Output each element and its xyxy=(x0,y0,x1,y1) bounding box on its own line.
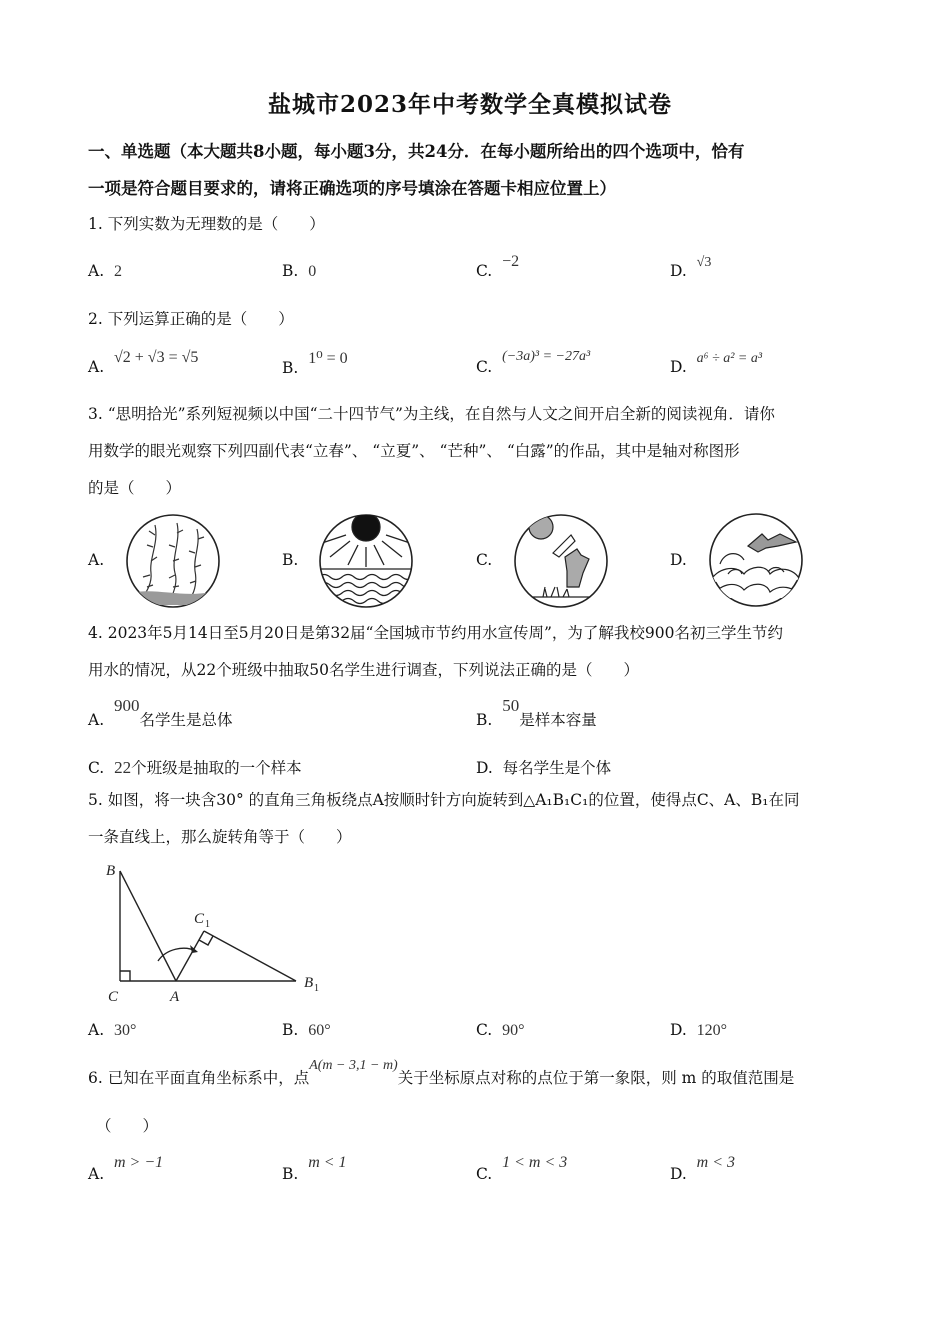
q3-option-d-label[interactable]: D. xyxy=(670,551,687,569)
q5-stem-line2: 一条直线上，那么旋转角等于（ ） xyxy=(88,828,352,846)
white-dew-bird-icon[interactable] xyxy=(708,512,804,608)
option-value: 1⁰ = 0 xyxy=(308,350,348,367)
q6-option-a[interactable] xyxy=(88,1154,164,1184)
option-label: D. xyxy=(670,358,687,376)
q3-stem-line3: 的是（ ） xyxy=(88,479,182,497)
q6-option-c[interactable] xyxy=(476,1154,568,1184)
q4-option-c[interactable] xyxy=(88,756,302,778)
option-label: C. xyxy=(476,1165,493,1183)
segment-ac1 xyxy=(176,931,204,981)
option-label: D. xyxy=(476,759,493,777)
q4-option-d[interactable] xyxy=(476,756,611,778)
arrow-head xyxy=(190,945,198,953)
q2-option-d[interactable] xyxy=(670,351,763,377)
option-value: 1 < m < 3 xyxy=(502,1154,568,1171)
q1-option-b[interactable] xyxy=(282,262,316,281)
option-label: D. xyxy=(670,262,687,280)
q6-option-d[interactable] xyxy=(670,1154,736,1184)
option-value: a⁶ ÷ a² = a³ xyxy=(696,351,763,366)
label-c: C xyxy=(108,989,119,1005)
q5-option-d[interactable] xyxy=(670,1021,727,1040)
q3-option-a-label[interactable]: A. xyxy=(88,551,105,569)
q4-stem-line1: 4. 2023年5月14日至5月20日是第32届“全国城市节约用水宣传周”，为了解我校900名初三学生节约 xyxy=(88,624,783,642)
option-value: 0 xyxy=(308,263,317,280)
label-a: A xyxy=(170,989,180,1005)
segment-ba xyxy=(120,871,176,981)
label-b1: B xyxy=(304,975,314,991)
label-c1: C xyxy=(194,911,205,927)
label-b1-sub: 1 xyxy=(314,983,319,994)
option-label: B. xyxy=(282,359,299,377)
grain-in-ear-icon[interactable] xyxy=(513,513,609,609)
q3-option-c-label[interactable]: C. xyxy=(476,551,493,569)
q6-stem-after: 关于坐标原点对称的点位于第一象限，则 m 的取值范围是 xyxy=(397,1069,795,1087)
q5-stem-line1: 5. 如图，将一块含30° 的直角三角板绕点A按顺时针方向旋转到△A₁B₁C₁的位置，使得点C、A、B₁在同 xyxy=(88,791,800,809)
q1-option-d[interactable] xyxy=(670,255,712,281)
summer-sun-waves-icon[interactable] xyxy=(318,513,414,609)
q2-option-b[interactable] xyxy=(282,350,348,378)
option-label: C. xyxy=(476,1021,493,1039)
option-value: m < 1 xyxy=(308,1154,347,1171)
option-value: 90° xyxy=(502,1022,525,1039)
q5-option-b[interactable] xyxy=(282,1021,331,1040)
q3-option-b-label[interactable]: B. xyxy=(282,551,299,569)
q1-option-c[interactable] xyxy=(476,253,520,281)
option-value: 2 xyxy=(113,263,122,280)
option-value: 60° xyxy=(308,1022,331,1039)
label-b: B xyxy=(106,863,116,879)
option-label: C. xyxy=(88,759,105,777)
option-label: D. xyxy=(670,1165,687,1183)
option-label: C. xyxy=(476,358,493,376)
option-value: −2 xyxy=(502,253,520,270)
rotation-triangle-figure xyxy=(100,855,340,1005)
option-label: D. xyxy=(670,1021,687,1039)
option-value: 120° xyxy=(696,1022,728,1039)
q1-option-a[interactable] xyxy=(88,262,122,281)
option-label: B. xyxy=(476,711,493,729)
q2-stem: 2. 下列运算正确的是（ ） xyxy=(88,310,294,328)
section-header-line2: 一项是符合题目要求的，请将正确选项的序号填涂在答题卡相应位置上） xyxy=(88,179,616,198)
q4-option-b[interactable] xyxy=(476,696,597,730)
right-angle-c xyxy=(120,971,130,981)
option-text: 名学生是总体 xyxy=(139,711,233,729)
q4-stem-line2: 用水的情况，从22个班级中抽取50名学生进行调查，下列说法正确的是（ ） xyxy=(88,661,639,679)
q6-stem-line1 xyxy=(88,1060,794,1098)
option-value: √3 xyxy=(696,255,712,270)
q1-stem: 1. 下列实数为无理数的是（ ） xyxy=(88,215,325,233)
q4-option-a[interactable] xyxy=(88,696,233,730)
option-value: m > −1 xyxy=(113,1154,164,1171)
option-value: 30° xyxy=(113,1022,137,1039)
option-number: 900 xyxy=(113,696,140,715)
q3-stem-line1: 3. “思明拾光”系列短视频以中国“二十四节气”为主线，在自然与人文之间开启全新的阅读视角．请你 xyxy=(88,405,775,423)
q2-option-c[interactable] xyxy=(476,349,591,377)
label-c1-sub: 1 xyxy=(205,919,210,930)
q5-option-a[interactable] xyxy=(88,1021,136,1040)
option-label: A. xyxy=(88,1021,105,1039)
option-label: B. xyxy=(282,262,299,280)
option-text: 个班级是抽取的一个样本 xyxy=(131,759,302,777)
q3-stem-line2: 用数学的眼光观察下列四副代表“立春”、 “立夏”、 “芒种”、 “白露”的作品，其中是轴对称图形 xyxy=(88,442,740,460)
option-label: A. xyxy=(88,358,105,376)
segment-c1b1 xyxy=(204,931,296,981)
q6-stem-before: 6. 已知在平面直角坐标系中，点 xyxy=(88,1069,310,1087)
option-label: A. xyxy=(88,262,105,280)
q5-option-c[interactable] xyxy=(476,1021,525,1040)
option-label: B. xyxy=(282,1165,299,1183)
option-text: 是样本容量 xyxy=(519,711,597,729)
q6-stem-line2: （ ） xyxy=(96,1117,159,1135)
q6-point: A(m − 3,1 − m) xyxy=(309,1058,398,1073)
section-header-line1: 一、单选题（本大题共8小题，每小题3分，共24分．在每小题所给出的四个选项中，恰有 xyxy=(88,142,745,161)
option-number: 50 xyxy=(502,696,520,715)
option-label: B. xyxy=(282,1021,299,1039)
q6-option-b[interactable] xyxy=(282,1154,347,1184)
q2-option-a[interactable] xyxy=(88,349,199,377)
option-number: 22 xyxy=(114,758,132,777)
option-label: A. xyxy=(88,711,105,729)
option-label: C. xyxy=(476,262,493,280)
spring-branches-icon[interactable] xyxy=(125,513,221,609)
option-label: A. xyxy=(88,1165,105,1183)
option-text: 每名学生是个体 xyxy=(502,759,612,777)
page-title: 盐城市2023年中考数学全真模拟试卷 xyxy=(268,91,673,118)
option-value: (−3a)³ = −27a³ xyxy=(502,349,591,364)
option-value: √2 + √3 = √5 xyxy=(113,349,199,366)
option-value: m < 3 xyxy=(696,1154,736,1171)
